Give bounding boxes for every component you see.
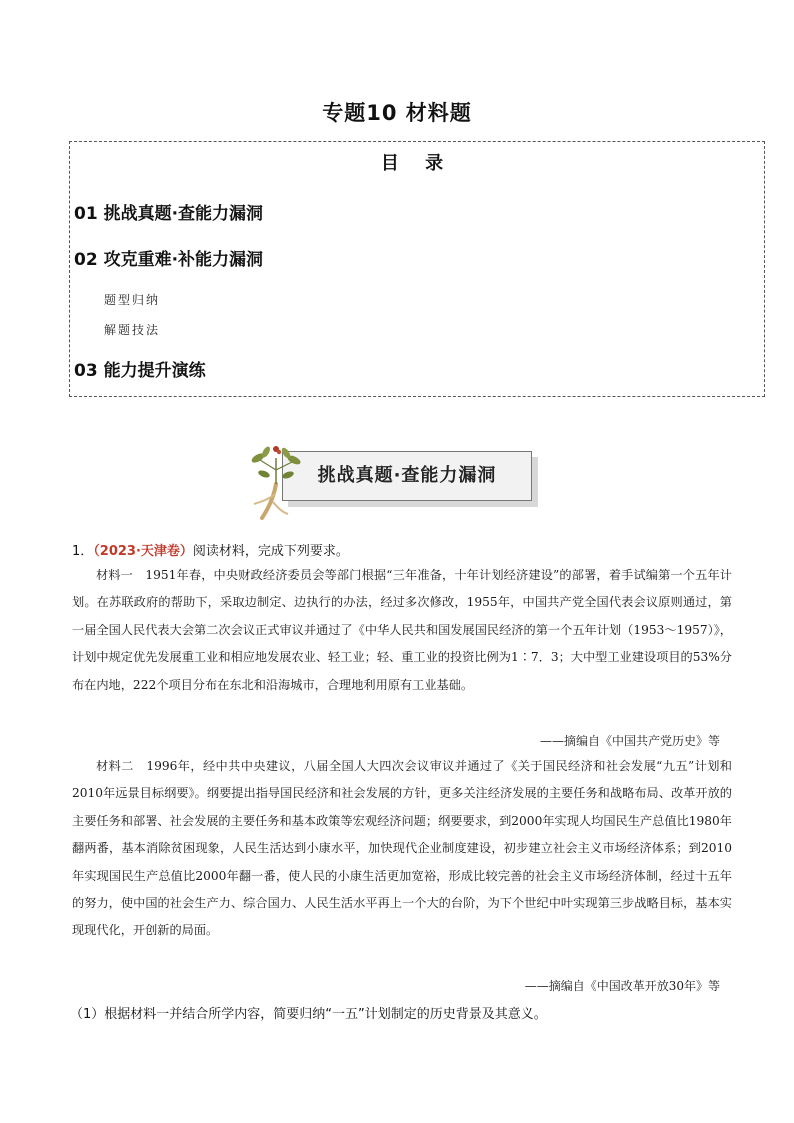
question-header — [72, 540, 349, 559]
material-one: 材料一 1951年春，中央财政经济委员会等部门根据“三年准备，十年计划经济建设”的部署，着手试编第一个五年计划。在苏联政府的帮助下，采取边制定、边执行的办法，经过多次修改，1955年，中国共产党全国代表会议原则通过，第一届全国人民代表大会第二次会议正式审议并通过了《中华人民共和国发展国民经济的第一个五年计划（1953～1957）》，计划中规定优先发展重工业和相应地发展农业、轻工业；轻、重工业的投资比例为1∶7．3；大中型工业建设项目的53%分布在内地，222个项目分布在东北和沿海城市，合理地利用原有工业基础。 — [72, 568, 732, 692]
material-two: 材料二 1996年，经中共中央建议，八届全国人大四次会议审议并通过了《关于国民经济和社会发展“九五”计划和2010年远景目标纲要》。纲要提出指导国民经济和社会发展的方针，更多关注经济发展的主要任务和战略布局、改革开放的主要任务和部署、社会发展的主要任务和基本政策等宏观经济问题；纲要要求，到2000年实现人均国民生产总值比1980年翻两番，基本消除贫困现象，人民生活达到小康水平，加快现代企业制度建设，初步建立社会主义市场经济体系；到2010年实现国民生产总值比2000年翻一番，使人民的小康生活更加宽裕，形成比较完善的社会主义市场经济体制，经过十五年的努力，使中国的社会生产力、综合国力、人民生活水平再上一个大的台阶，为下个世纪中叶实现第三步战略目标，基本实现现代化，开创新的局面。 — [72, 759, 732, 938]
citation-one: ——摘编自《中国共产党历史》等 — [539, 734, 720, 748]
banner-label: 挑战真题·查能力漏洞 — [317, 465, 497, 486]
toc-item-overcome[interactable]: 02 攻克重难·补能力漏洞 — [74, 250, 264, 270]
ginseng-plant-icon — [248, 444, 308, 522]
toc-subitem-types[interactable]: 题型归纳 — [104, 293, 161, 307]
citation-two: ——摘编自《中国改革开放30年》等 — [524, 979, 720, 993]
table-of-contents — [69, 141, 765, 397]
page-title: 专题10 材料题 — [322, 101, 472, 125]
section-banner — [248, 444, 548, 522]
toc-subitem-techniques[interactable]: 解题技法 — [104, 323, 161, 337]
toc-item-challenge[interactable]: 01 挑战真题·查能力漏洞 — [74, 204, 264, 224]
toc-heading: 目 录 — [380, 153, 454, 174]
question-number: 1． — [72, 544, 94, 559]
toc-item-practice[interactable]: 03 能力提升演练 — [74, 361, 206, 381]
question-prompt: 阅读材料，完成下列要求。 — [192, 544, 349, 559]
subquestion-one: （1）根据材料一并结合所学内容，简要归纳“一五”计划制定的历史背景及其意义。 — [70, 1007, 547, 1022]
question-source: （2023·天津卷） — [93, 544, 193, 559]
